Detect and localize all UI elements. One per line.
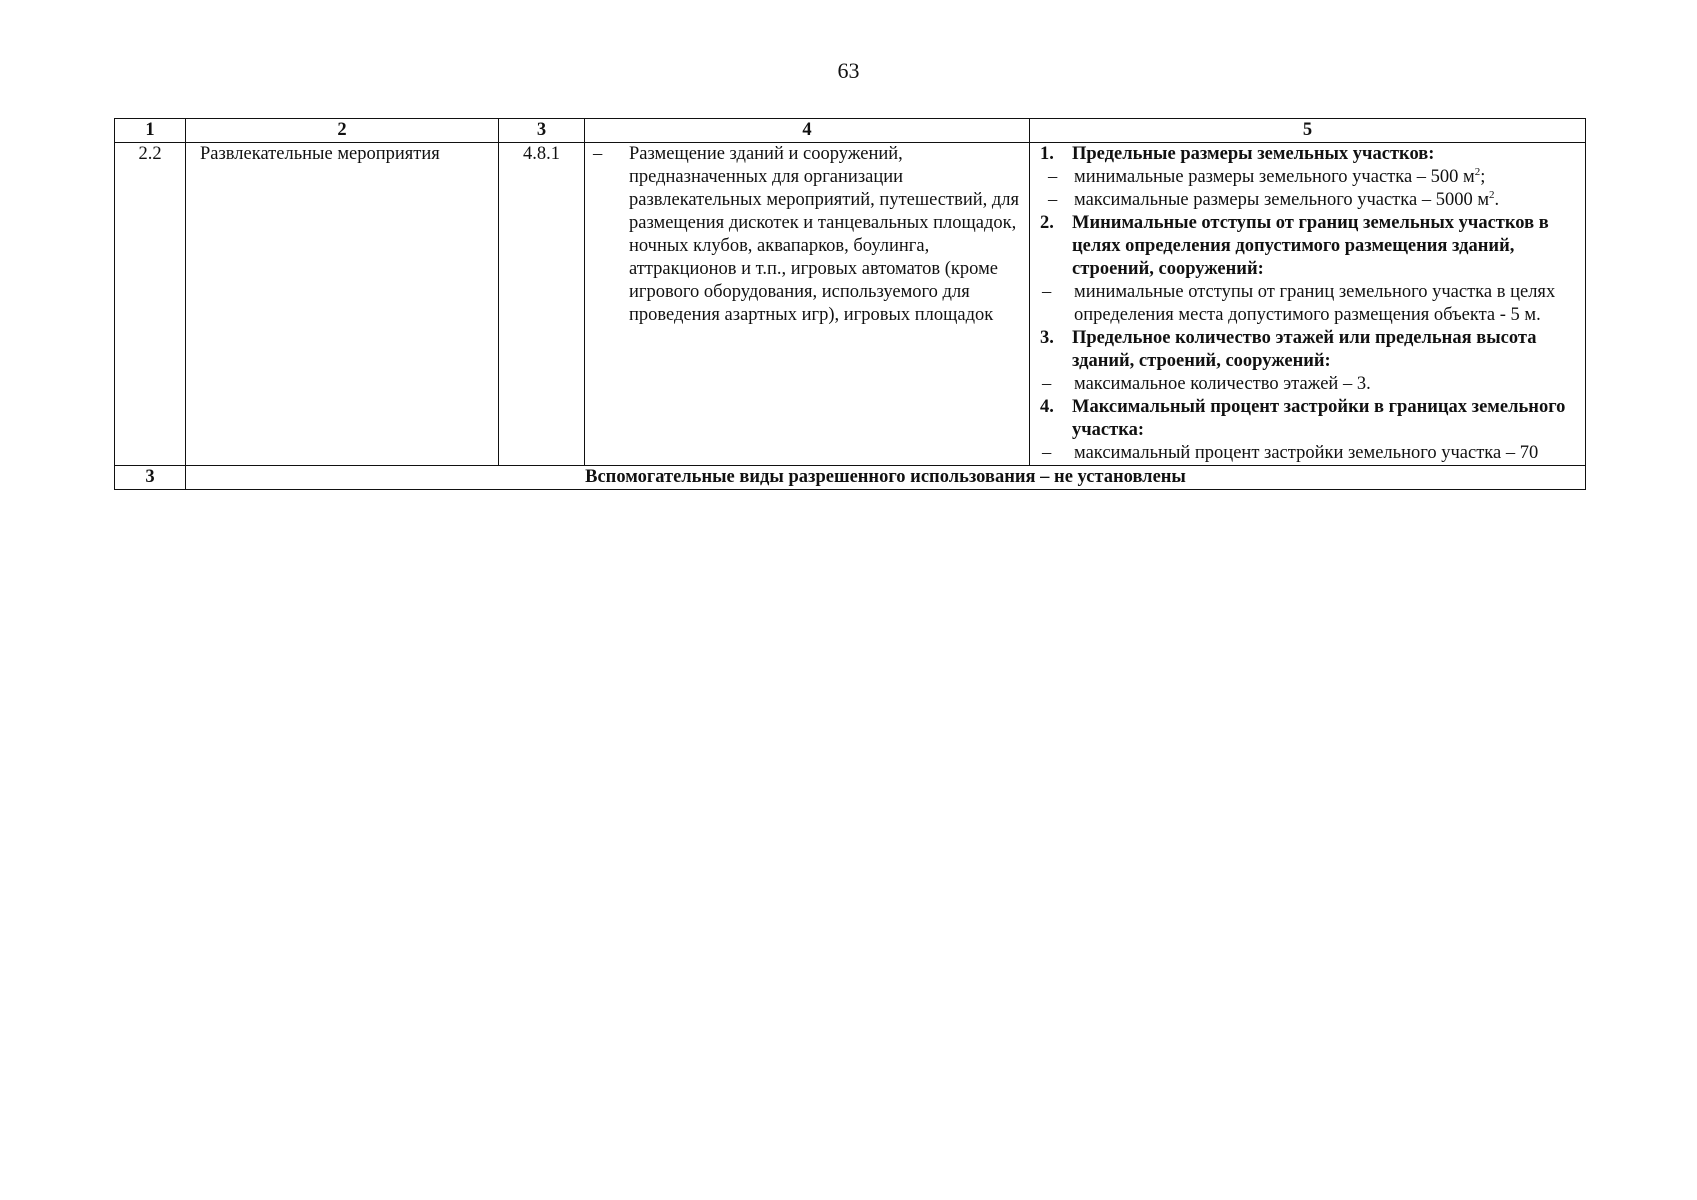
header-col-5: 5 bbox=[1030, 119, 1586, 143]
parameters-cell bbox=[1030, 143, 1586, 466]
header-col-2: 2 bbox=[186, 119, 499, 143]
auxiliary-row-number: 3 bbox=[115, 466, 186, 490]
param-heading-3: 3. Предельное количество этажей или предельная высота зданий, строений, сооружений: bbox=[1040, 328, 1537, 371]
use-type-code: 4.8.1 bbox=[499, 143, 585, 466]
description-dash: – bbox=[593, 144, 603, 164]
table-row bbox=[115, 143, 1586, 466]
header-col-1: 1 bbox=[115, 119, 186, 143]
param-item-coverage: – максимальный процент застройки земельного участка – 70 bbox=[1042, 443, 1539, 463]
auxiliary-uses-text: Вспомогательные виды разрешенного использования – не установлены bbox=[186, 466, 1586, 490]
use-type-name: Развлекательные мероприятия bbox=[186, 143, 499, 466]
param-heading-1: 1. Предельные размеры земельных участков: bbox=[1040, 144, 1435, 164]
use-description-cell bbox=[585, 143, 1030, 466]
land-use-table bbox=[114, 118, 1586, 490]
auxiliary-uses-row bbox=[115, 466, 1586, 490]
use-description: Размещение зданий и сооружений, предназначенных для организации развлекательных мероприятий, путешествий, для размещения дискотек и танцевальных площадок, ночных клубов, аквапарков, боулинга, аттракционов и т.п., игровых автоматов (кроме игрового оборудования, используемого для проведения азартных игр), игровых площадок bbox=[629, 144, 1020, 325]
param-heading-4: 4. Максимальный процент застройки в границах земельного участка: bbox=[1040, 397, 1566, 440]
param-item-max-size: – максимальные размеры земельного участка – 5000 $м^2$. bbox=[1048, 188, 1500, 210]
param-item-floors: – максимальное количество этажей – 3. bbox=[1042, 374, 1371, 394]
header-col-3: 3 bbox=[499, 119, 585, 143]
table-header-row bbox=[115, 119, 1586, 143]
header-col-4: 4 bbox=[585, 119, 1030, 143]
param-heading-2: 2. Минимальные отступы от границ земельных участков в целях определения допустимого размещения зданий, строений, сооружений: bbox=[1040, 213, 1549, 279]
param-item-setbacks: – минимальные отступы от границ земельного участка в целях определения места допустимого размещения объекта - 5 м. bbox=[1042, 282, 1556, 325]
page-number: 63 bbox=[837, 58, 860, 83]
param-item-min-size: – минимальные размеры земельного участка – 500 $м^2$; bbox=[1048, 165, 1486, 187]
row-number: 2.2 bbox=[115, 143, 186, 466]
